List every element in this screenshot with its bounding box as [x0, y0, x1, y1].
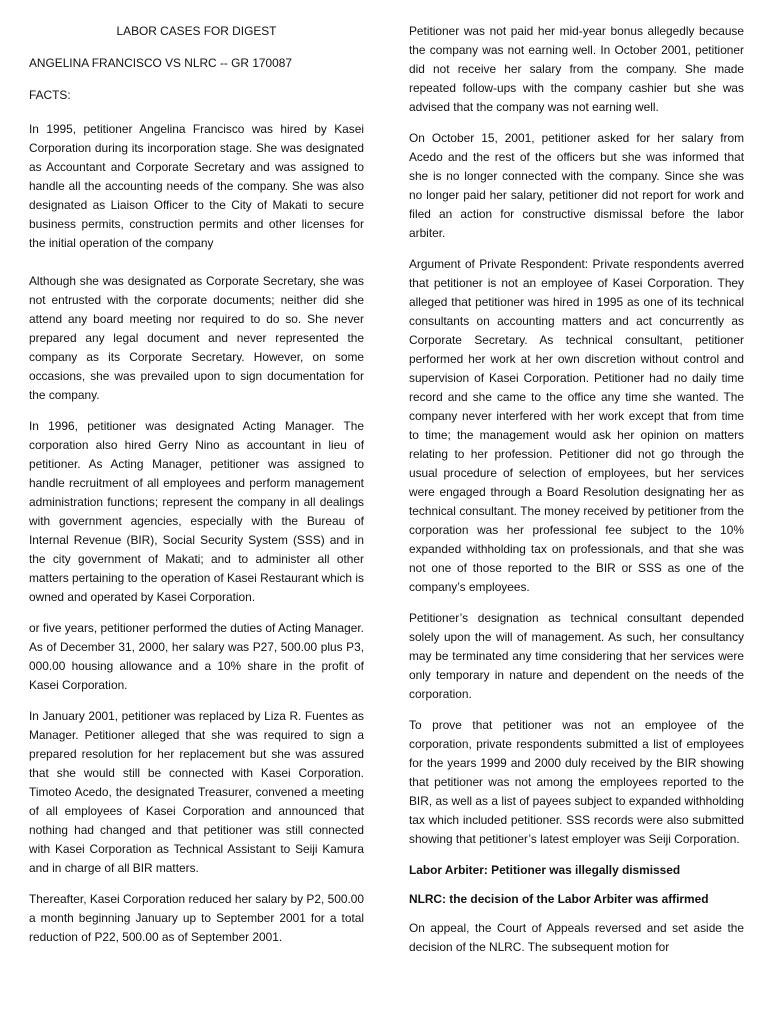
- case-title: ANGELINA FRANCISCO VS NLRC -- GR 170087: [29, 56, 292, 70]
- labor-arbiter-ruling: Labor Arbiter: Petitioner was illegally dismissed: [409, 863, 681, 877]
- paragraph-replacement: In January 2001, petitioner was replaced by Liza R. Fuentes as Manager. Petitioner alleged that she was required to sign a prepared resolution for her replacement but she was assured that she would still be connected with Kasei Corporation. Timoteo Acedo, the designated Treasurer, convened a meeting of all employees of Kasei Corporation and announced that nothing had changed and that petitioner was still connected with Kasei Corporation as Technical Assistant to Seiji Kamura and in charge of all BIR matters.: [29, 709, 364, 875]
- right-column: [409, 22, 744, 957]
- nlrc-ruling: NLRC: the decision of the Labor Arbiter was affirmed: [409, 892, 709, 906]
- facts-heading: FACTS:: [29, 88, 71, 102]
- paragraph-bonus: Petitioner was not paid her mid-year bonus allegedly because the company was not earning well. In October 2001, petitioner did not receive her salary from the company. She made repeated follow-ups with the company cashier but she was advised that the company was not earning well.: [409, 24, 744, 114]
- paragraph-consultant-designation: Petitioner’s designation as technical consultant depended solely upon the will of management. As such, her consultancy may be terminated any time considering that her services were only temporary in nature and dependent on the needs of the corporation.: [409, 611, 744, 701]
- document-title: LABOR CASES FOR DIGEST: [116, 24, 277, 38]
- paragraph-salary: or five years, petitioner performed the duties of Acting Manager. As of December 31, 2000, her salary was P27, 500.00 plus P3, 000.00 housing allowance and a 10% share in the profit of Kasei Corporation.: [29, 621, 364, 692]
- paragraph-acting-manager: In 1996, petitioner was designated Acting Manager. The corporation also hired Gerry Nino as accountant in lieu of petitioner. As Acting Manager, petitioner was assigned to handle recruitment of all employees and perform management administration functions; represent the company in all dealings with government agencies, especially with the Bureau of Internal Revenue (BIR), Social Security System (SSS) and in the city government of Makati; and to administer all other matters pertaining to the operation of Kasei Restaurant which is owned and operated by Kasei Corporation.: [29, 419, 364, 604]
- paragraph-corporate-secretary: Although she was designated as Corporate Secretary, she was not entrusted with the corporate documents; neither did she attend any board meeting nor required to do so. She never prepared any legal document and never represented the company as its Corporate Secretary. However, on some occasions, she was prevailed upon to sign documentation for the company.: [29, 274, 364, 402]
- paragraph-appeal: On appeal, the Court of Appeals reversed and set aside the decision of the NLRC. The subsequent motion for: [409, 921, 744, 954]
- paragraph-dismissal: On October 15, 2001, petitioner asked for her salary from Acedo and the rest of the officers but she was informed that she is no longer connected with the company. Since she was no longer paid her salary, petitioner did not report for work and filed an action for constructive dismissal before the labor arbiter.: [409, 131, 744, 240]
- paragraph-private-respondent: Argument of Private Respondent: Private respondents averred that petitioner is not an employee of Kasei Corporation. They alleged that petitioner was hired in 1995 as one of its technical consultants on accounting matters and act concurrently as Corporate Secretary. As technical consultant, petitioner performed her work at her own discretion without control and supervision of Kasei Corporation. Petitioner had no daily time record and she came to the office any time she wanted. The company never interfered with her work except that from time to time; the management would ask her opinion on matters relating to her profession. Petitioner did not go through the usual procedure of selection of employees, but her services were engaged through a Board Resolution designating her as technical consultant. The money received by petitioner from the corporation was her professional fee subject to the 10% expanded withholding tax on professionals, and that she was not one of those reported to the BIR or SSS as one of the company’s employees.: [409, 257, 744, 594]
- paragraph-salary-reduction: Thereafter, Kasei Corporation reduced her salary by P2, 500.00 a month beginning January up to September 2001 for a total reduction of P22, 500.00 as of September 2001.: [29, 892, 364, 944]
- left-column: [29, 22, 364, 947]
- paragraph-hiring: In 1995, petitioner Angelina Francisco was hired by Kasei Corporation during its incorporation stage. She was designated as Accountant and Corporate Secretary and was assigned to handle all the accounting needs of the company. She was also designated as Liaison Officer to the City of Makati to secure business permits, construction permits and other licenses for the initial operation of the company: [29, 122, 364, 250]
- paragraph-proof: To prove that petitioner was not an employee of the corporation, private respondents submitted a list of employees for the years 1999 and 2000 duly received by the BIR showing that petitioner was not among the employees reported to the BIR, as well as a list of payees subject to expanded withholding tax which included petitioner. SSS records were also submitted showing that petitioner’s latest employer was Seiji Corporation.: [409, 718, 744, 846]
